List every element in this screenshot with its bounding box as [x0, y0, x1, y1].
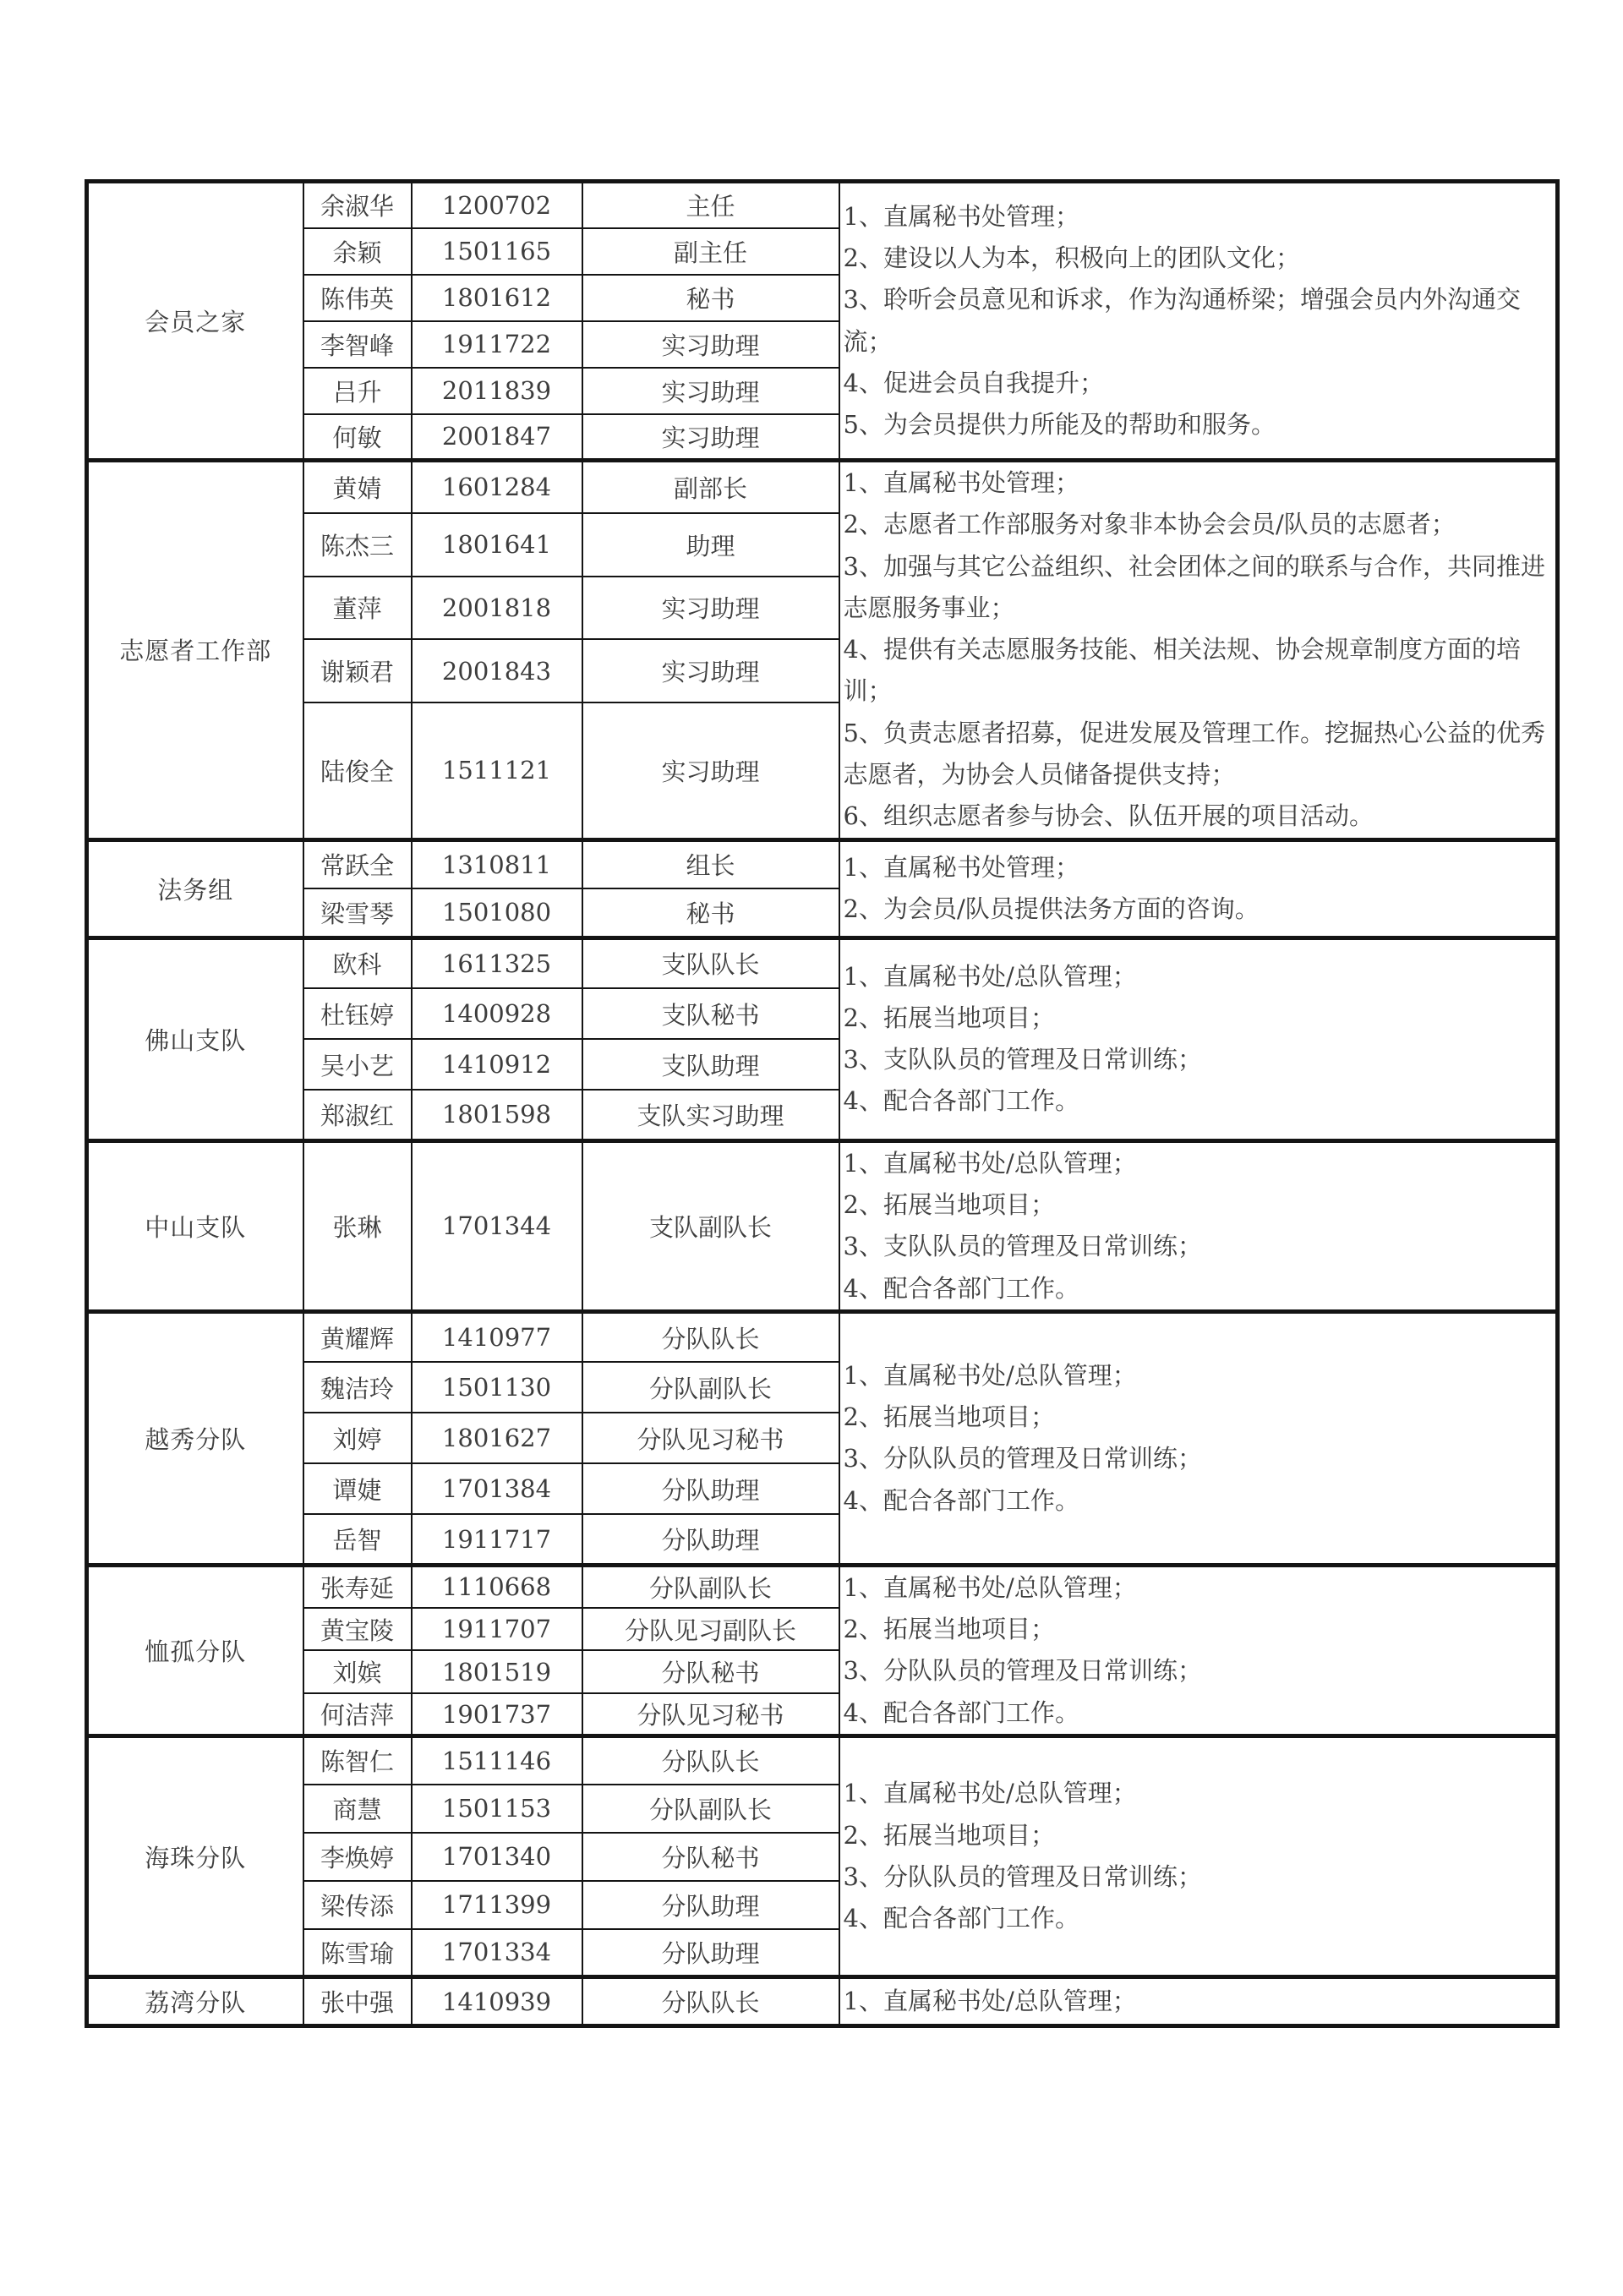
member-position-cell: 分队秘书 — [582, 1833, 839, 1881]
duty-line: 1、直属秘书处/总队管理； — [843, 1986, 1137, 2015]
member-position-cell: 实习助理 — [582, 577, 839, 640]
member-row — [87, 1140, 1558, 1311]
member-id-cell: 1911722 — [412, 321, 582, 368]
member-name-cell: 常跃全 — [303, 839, 412, 888]
duty-line: 1、直属秘书处/总队管理； — [843, 961, 1137, 991]
duty-line: 4、配合各部门工作。 — [843, 1697, 1079, 1727]
member-name-cell: 陈伟英 — [303, 275, 412, 321]
duty-line: 2、志愿者工作部服务对象非本协会会员/队员的志愿者； — [843, 510, 1456, 539]
duty-line: 6、组织志愿者参与协会、队伍开展的项目活动。 — [843, 801, 1374, 831]
duty-line: 2、拓展当地项目； — [843, 1003, 1055, 1032]
member-id-cell: 1701384 — [412, 1463, 582, 1514]
member-position-cell: 分队副队长 — [582, 1362, 839, 1413]
member-id-cell: 1801598 — [412, 1090, 582, 1140]
department-cell: 海珠分队 — [87, 1736, 303, 1977]
member-name-cell: 吴小艺 — [303, 1039, 412, 1090]
member-id-cell: 1911717 — [412, 1514, 582, 1565]
member-name-cell: 黄宝陵 — [303, 1608, 412, 1651]
duties-cell — [839, 182, 1558, 461]
member-name-cell: 何洁萍 — [303, 1693, 412, 1736]
department-cell: 志愿者工作部 — [87, 461, 303, 840]
duty-line: 4、促进会员自我提升； — [843, 368, 1104, 397]
member-id-cell: 2011839 — [412, 368, 582, 414]
member-position-cell: 分队见习副队长 — [582, 1608, 839, 1651]
member-id-cell: 2001818 — [412, 577, 582, 640]
department-cell: 会员之家 — [87, 182, 303, 461]
member-row — [87, 461, 1558, 513]
member-row — [87, 182, 1558, 228]
member-name-cell: 李焕婷 — [303, 1833, 412, 1881]
member-id-cell: 1801612 — [412, 275, 582, 321]
member-id-cell: 1511121 — [412, 702, 582, 839]
member-position-cell: 分队副队长 — [582, 1565, 839, 1608]
duty-line: 3、加强与其它公益组织、社会团体之间的联系与合作，共同推进志愿服务事业； — [843, 551, 1545, 622]
member-position-cell: 实习助理 — [582, 414, 839, 461]
department-cell: 恤孤分队 — [87, 1565, 303, 1736]
member-id-cell: 1410977 — [412, 1311, 582, 1362]
department-cell: 法务组 — [87, 839, 303, 938]
member-row — [87, 1311, 1558, 1362]
member-position-cell: 实习助理 — [582, 702, 839, 839]
member-position-cell: 副部长 — [582, 461, 839, 513]
member-id-cell: 1711399 — [412, 1881, 582, 1929]
member-position-cell: 支队实习助理 — [582, 1090, 839, 1140]
member-position-cell: 分队秘书 — [582, 1650, 839, 1693]
duty-line: 2、拓展当地项目； — [843, 1820, 1055, 1850]
duty-line: 3、分队队员的管理及日常训练； — [843, 1656, 1202, 1686]
member-row — [87, 1736, 1558, 1785]
member-id-cell: 1200702 — [412, 182, 582, 228]
member-position-cell: 秘书 — [582, 888, 839, 938]
duty-line: 2、拓展当地项目； — [843, 1189, 1055, 1219]
member-name-cell: 黄耀辉 — [303, 1311, 412, 1362]
member-position-cell: 主任 — [582, 182, 839, 228]
member-id-cell: 1511146 — [412, 1736, 582, 1785]
member-name-cell: 陈雪瑜 — [303, 1929, 412, 1977]
member-position-cell: 副主任 — [582, 228, 839, 275]
member-id-cell: 1801627 — [412, 1413, 582, 1463]
member-position-cell: 分队助理 — [582, 1514, 839, 1565]
member-id-cell: 1701334 — [412, 1929, 582, 1977]
member-position-cell: 分队队长 — [582, 1736, 839, 1785]
member-position-cell: 分队队长 — [582, 1977, 839, 2026]
member-id-cell: 1501130 — [412, 1362, 582, 1413]
member-id-cell: 2001847 — [412, 414, 582, 461]
member-id-cell: 1501153 — [412, 1785, 582, 1833]
member-id-cell: 1701344 — [412, 1140, 582, 1311]
duty-line: 1、直属秘书处管理； — [843, 852, 1079, 882]
member-row — [87, 839, 1558, 888]
member-id-cell: 1901737 — [412, 1693, 582, 1736]
member-name-cell: 梁雪琴 — [303, 888, 412, 938]
member-name-cell: 商慧 — [303, 1785, 412, 1833]
org-table — [85, 179, 1560, 2028]
duty-line: 3、分队队员的管理及日常训练； — [843, 1444, 1202, 1473]
member-position-cell: 实习助理 — [582, 321, 839, 368]
duties-cell — [839, 938, 1558, 1140]
duties-cell — [839, 1140, 1558, 1311]
member-position-cell: 分队见习秘书 — [582, 1693, 839, 1736]
member-name-cell: 欧科 — [303, 938, 412, 988]
member-name-cell: 余颖 — [303, 228, 412, 275]
member-name-cell: 杜钰婷 — [303, 988, 412, 1039]
duty-line: 3、聆听会员意见和诉求，作为沟通桥梁；增强会员内外沟通交流； — [843, 285, 1521, 356]
member-name-cell: 张琳 — [303, 1140, 412, 1311]
department-cell: 中山支队 — [87, 1140, 303, 1311]
duty-line: 5、负责志愿者招募，促进发展及管理工作。挖掘热心公益的优秀志愿者，为协会人员储备提供支持； — [843, 718, 1545, 790]
member-id-cell: 1801519 — [412, 1650, 582, 1693]
member-row — [87, 938, 1558, 988]
duty-line: 4、提供有关志愿服务技能、相关法规、协会规章制度方面的培训； — [843, 635, 1521, 706]
duty-line: 4、配合各部门工作。 — [843, 1485, 1079, 1515]
member-position-cell: 支队助理 — [582, 1039, 839, 1090]
member-position-cell: 组长 — [582, 839, 839, 888]
member-position-cell: 实习助理 — [582, 368, 839, 414]
member-name-cell: 陆俊全 — [303, 702, 412, 839]
member-id-cell: 1310811 — [412, 839, 582, 888]
member-name-cell: 谭婕 — [303, 1463, 412, 1514]
duty-line: 1、直属秘书处/总队管理； — [843, 1360, 1137, 1390]
member-id-cell: 1400928 — [412, 988, 582, 1039]
member-name-cell: 张寿延 — [303, 1565, 412, 1608]
duty-line: 1、直属秘书处管理； — [843, 201, 1079, 231]
duty-line: 1、直属秘书处/总队管理； — [843, 1148, 1137, 1178]
member-row — [87, 1565, 1558, 1608]
member-position-cell: 支队副队长 — [582, 1140, 839, 1311]
member-name-cell: 董萍 — [303, 577, 412, 640]
member-name-cell: 岳智 — [303, 1514, 412, 1565]
member-name-cell: 刘嫔 — [303, 1650, 412, 1693]
duty-line: 4、配合各部门工作。 — [843, 1273, 1079, 1303]
member-position-cell: 分队助理 — [582, 1881, 839, 1929]
member-name-cell: 余淑华 — [303, 182, 412, 228]
member-row — [87, 1977, 1558, 2026]
duties-cell — [839, 1311, 1558, 1565]
duty-line: 3、分队队员的管理及日常训练； — [843, 1862, 1202, 1892]
member-position-cell: 支队秘书 — [582, 988, 839, 1039]
member-name-cell: 黄婧 — [303, 461, 412, 513]
member-name-cell: 郑淑红 — [303, 1090, 412, 1140]
member-name-cell: 梁传添 — [303, 1881, 412, 1929]
duties-cell — [839, 1736, 1558, 1977]
duty-line: 3、支队队员的管理及日常训练； — [843, 1232, 1202, 1261]
member-position-cell: 分队助理 — [582, 1463, 839, 1514]
member-position-cell: 分队见习秘书 — [582, 1413, 839, 1463]
member-name-cell: 陈杰三 — [303, 513, 412, 577]
duties-cell — [839, 839, 1558, 938]
member-id-cell: 1911707 — [412, 1608, 582, 1651]
duty-line: 2、拓展当地项目； — [843, 1615, 1055, 1644]
department-cell: 越秀分队 — [87, 1311, 303, 1565]
member-position-cell: 分队助理 — [582, 1929, 839, 1977]
member-id-cell: 1410939 — [412, 1977, 582, 2026]
member-position-cell: 分队队长 — [582, 1311, 839, 1362]
duty-line: 1、直属秘书处/总队管理； — [843, 1779, 1137, 1808]
member-id-cell: 1601284 — [412, 461, 582, 513]
duty-line: 5、为会员提供力所能及的帮助和服务。 — [843, 410, 1276, 440]
member-id-cell: 1110668 — [412, 1565, 582, 1608]
member-name-cell: 刘婷 — [303, 1413, 412, 1463]
member-name-cell: 陈智仁 — [303, 1736, 412, 1785]
department-cell: 荔湾分队 — [87, 1977, 303, 2026]
member-id-cell: 1701340 — [412, 1833, 582, 1881]
member-id-cell: 1501165 — [412, 228, 582, 275]
member-position-cell: 秘书 — [582, 275, 839, 321]
member-name-cell: 何敏 — [303, 414, 412, 461]
member-id-cell: 2001843 — [412, 639, 582, 702]
duty-line: 1、直属秘书处管理； — [843, 468, 1079, 497]
duty-line: 4、配合各部门工作。 — [843, 1086, 1079, 1116]
member-id-cell: 1410912 — [412, 1039, 582, 1090]
duties-cell — [839, 461, 1558, 840]
member-position-cell: 分队副队长 — [582, 1785, 839, 1833]
member-position-cell: 实习助理 — [582, 639, 839, 702]
member-id-cell: 1611325 — [412, 938, 582, 988]
department-cell: 佛山支队 — [87, 938, 303, 1140]
duty-line: 1、直属秘书处/总队管理； — [843, 1572, 1137, 1602]
duty-line: 4、配合各部门工作。 — [843, 1904, 1079, 1933]
duty-line: 2、拓展当地项目； — [843, 1402, 1055, 1432]
member-id-cell: 1501080 — [412, 888, 582, 938]
member-position-cell: 助理 — [582, 513, 839, 577]
member-id-cell: 1801641 — [412, 513, 582, 577]
duties-cell — [839, 1565, 1558, 1736]
member-name-cell: 魏洁玲 — [303, 1362, 412, 1413]
duty-line: 3、支队队员的管理及日常训练； — [843, 1045, 1202, 1074]
member-name-cell: 谢颖君 — [303, 639, 412, 702]
member-position-cell: 支队队长 — [582, 938, 839, 988]
duty-line: 2、为会员/队员提供法务方面的咨询。 — [843, 894, 1260, 924]
duties-cell — [839, 1977, 1558, 2026]
member-name-cell: 李智峰 — [303, 321, 412, 368]
member-name-cell: 吕升 — [303, 368, 412, 414]
duty-line: 2、建设以人为本，积极向上的团队文化； — [843, 243, 1300, 272]
member-name-cell: 张中强 — [303, 1977, 412, 2026]
